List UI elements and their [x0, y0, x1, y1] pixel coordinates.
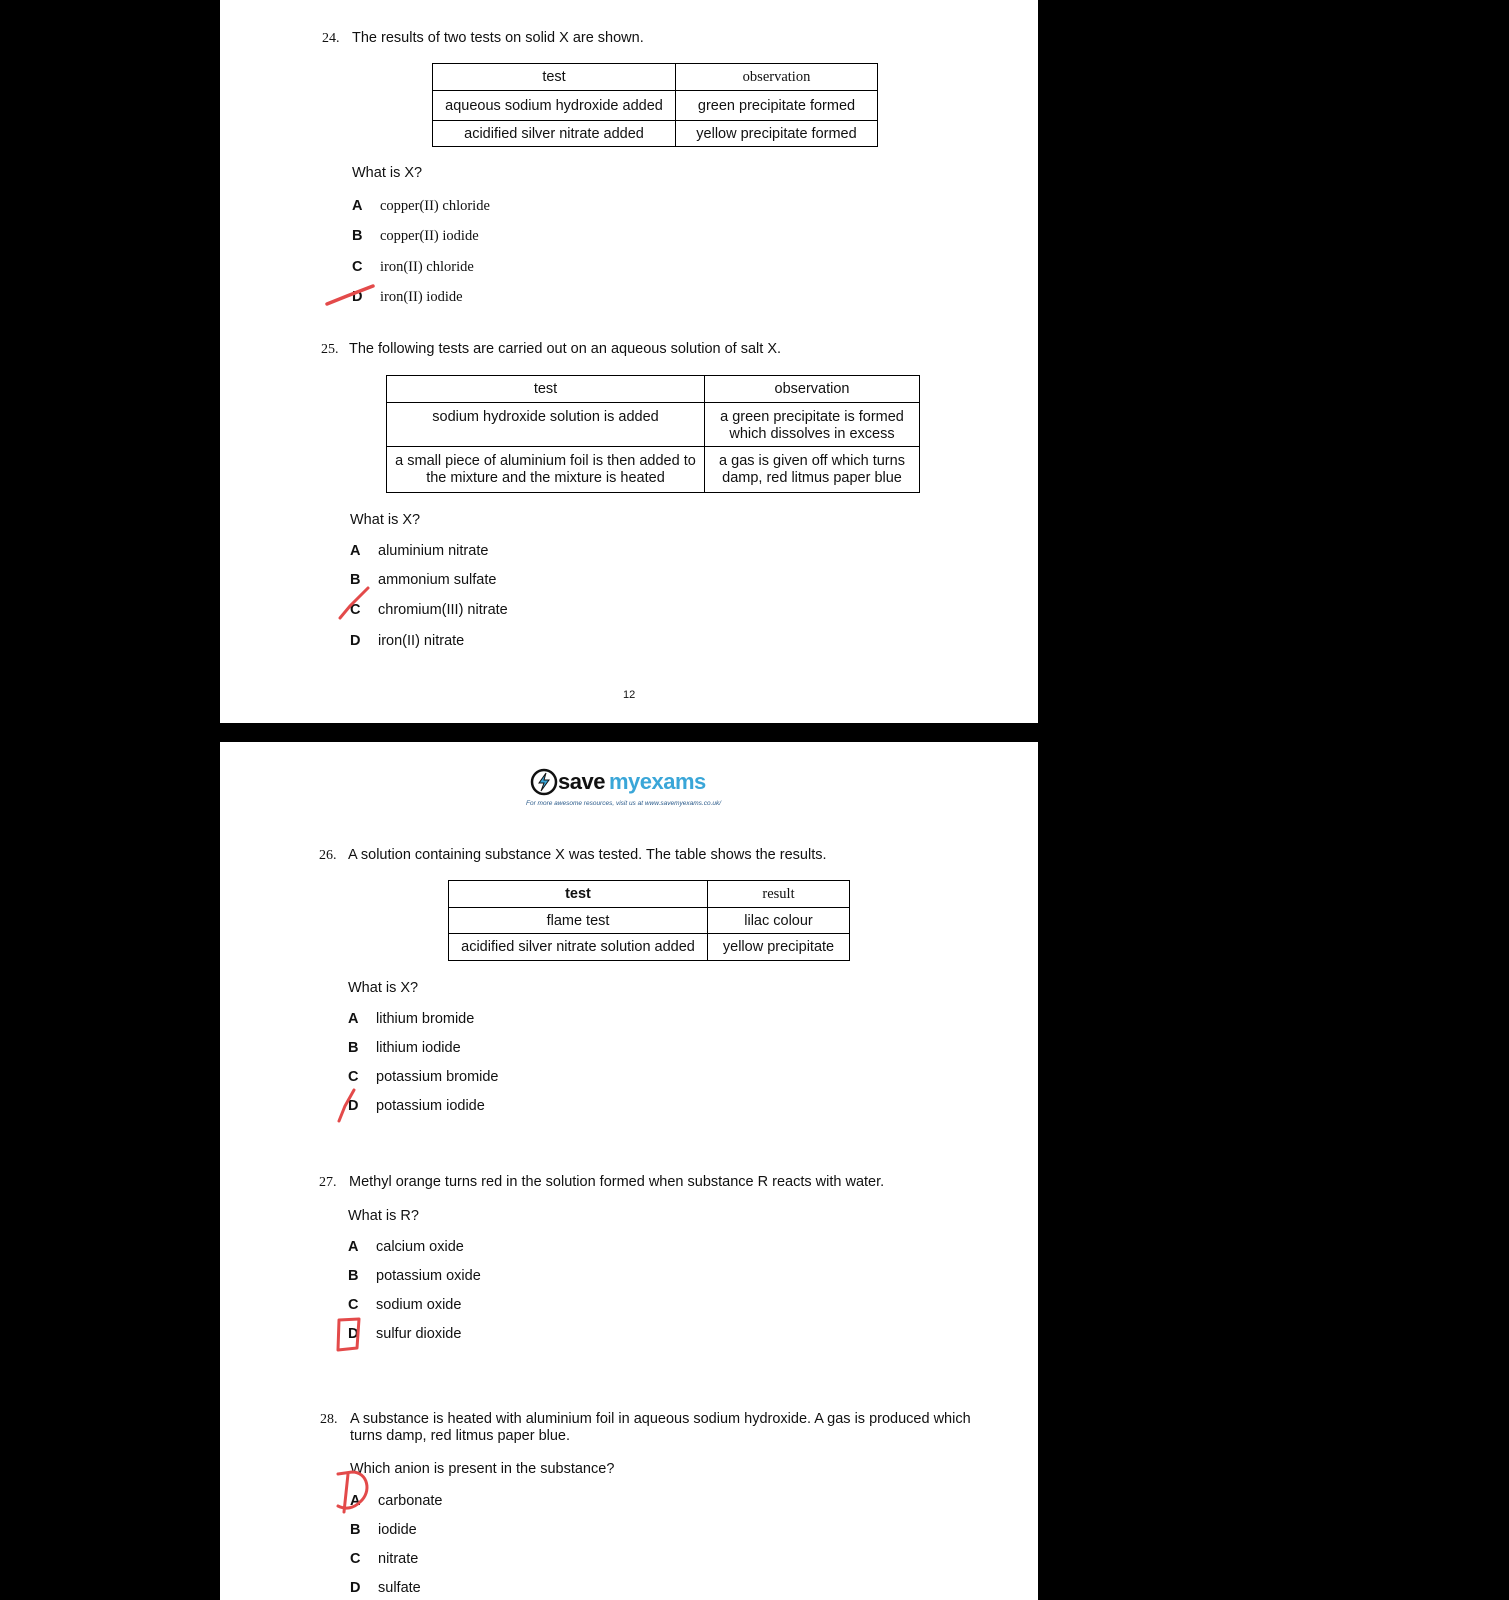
question-24-prompt: What is X?: [352, 165, 423, 181]
option-text: potassium oxide: [376, 1268, 481, 1284]
question-28-prompt: Which anion is present in the substance?: [350, 1461, 615, 1477]
table-header: test: [449, 881, 708, 908]
option-text: sulfate: [378, 1580, 421, 1596]
option-letter: D: [350, 633, 361, 649]
table-header: test: [387, 376, 705, 403]
question-27-number: 27.: [319, 1175, 337, 1190]
table-cell: flame test: [449, 908, 708, 934]
table-cell: sodium hydroxide solution is added: [387, 403, 705, 447]
option-text: potassium bromide: [376, 1069, 499, 1085]
table-cell: a green precipitate is formed which dissolves in excess: [705, 403, 920, 447]
option-text: carbonate: [378, 1493, 443, 1509]
question-25-number: 25.: [321, 342, 339, 357]
option-letter: D: [350, 1580, 361, 1596]
logo-word-save: save: [558, 769, 605, 794]
question-27-text: Methyl orange turns red in the solution formed when substance R reacts with water.: [349, 1174, 885, 1190]
table-cell: aqueous sodium hydroxide added: [433, 91, 676, 121]
table-cell: yellow precipitate: [708, 934, 850, 961]
option-text: potassium iodide: [376, 1098, 485, 1114]
option-letter: A: [350, 1493, 361, 1509]
option-text: aluminium nitrate: [378, 543, 489, 559]
tick-mark-annotation: [336, 1086, 366, 1126]
exam-page-12: [220, 0, 1038, 723]
option-text: calcium oxide: [376, 1239, 464, 1255]
table-cell: acidified silver nitrate added: [433, 121, 676, 147]
table-header: test: [433, 64, 676, 91]
option-text: iron(II) iodide: [380, 289, 463, 305]
option-letter: C: [350, 602, 361, 618]
question-26-table: [448, 880, 850, 961]
option-text: sodium oxide: [376, 1297, 462, 1313]
logo-tagline: For more awesome resources, visit us at www.savemyexams.co.uk/: [526, 800, 722, 807]
table-cell: lilac colour: [708, 908, 850, 934]
option-letter: C: [350, 1551, 361, 1567]
option-text: copper(II) iodide: [380, 228, 479, 244]
table-header: result: [708, 881, 850, 908]
table-header: observation: [676, 64, 878, 91]
option-letter: A: [348, 1239, 359, 1255]
option-text: nitrate: [378, 1551, 419, 1567]
question-24-number: 24.: [322, 31, 340, 46]
question-25-prompt: What is X?: [350, 512, 421, 528]
page-number: 12: [623, 689, 636, 701]
tick-mark-annotation: [336, 584, 376, 624]
question-26-prompt: What is X?: [348, 980, 419, 996]
table-cell: a gas is given off which turns damp, red litmus paper blue: [705, 447, 920, 493]
option-letter: C: [352, 259, 363, 275]
option-text: chromium(III) nitrate: [378, 602, 508, 618]
option-text: lithium iodide: [376, 1040, 461, 1056]
question-28-text-continued: turns damp, red litmus paper blue.: [350, 1428, 571, 1444]
option-letter: A: [352, 198, 363, 214]
logo-word-exams: exams: [639, 769, 706, 794]
question-27-prompt: What is R?: [348, 1208, 419, 1224]
option-letter: B: [350, 1522, 361, 1538]
option-text: lithium bromide: [376, 1011, 475, 1027]
question-25-text: The following tests are carried out on an aqueous solution of salt X.: [349, 341, 782, 357]
question-24-table: [432, 63, 878, 147]
savemyexams-logo: [530, 768, 706, 796]
table-cell: a small piece of aluminium foil is then added to the mixture and the mixture is heated: [387, 447, 705, 493]
question-28-text: A substance is heated with aluminium foil in aqueous sodium hydroxide. A gas is produced which: [350, 1411, 971, 1427]
box-mark-annotation: [335, 1316, 365, 1354]
option-letter: D: [348, 1326, 359, 1342]
logo-word-my: my: [608, 769, 640, 794]
tick-mark-annotation: [325, 278, 385, 308]
option-letter: B: [348, 1040, 359, 1056]
question-25-table: [386, 375, 920, 493]
lightning-bolt-icon: [530, 768, 558, 796]
option-letter: A: [350, 543, 361, 559]
option-letter: D: [348, 1098, 359, 1114]
option-letter: B: [350, 572, 361, 588]
option-letter: C: [348, 1069, 359, 1085]
table-cell: acidified silver nitrate solution added: [449, 934, 708, 961]
option-letter: B: [352, 228, 363, 244]
option-letter: D: [352, 289, 363, 305]
question-28-number: 28.: [320, 1412, 338, 1427]
option-text: copper(II) chloride: [380, 198, 490, 214]
table-header: observation: [705, 376, 920, 403]
option-letter: A: [348, 1011, 359, 1027]
option-text: iron(II) chloride: [380, 259, 474, 275]
question-24-text: The results of two tests on solid X are shown.: [352, 30, 644, 46]
table-cell: green precipitate formed: [676, 91, 878, 121]
question-26-text: A solution containing substance X was tested. The table shows the results.: [348, 847, 827, 863]
option-text: sulfur dioxide: [376, 1326, 462, 1342]
option-text: iodide: [378, 1522, 417, 1538]
question-26-number: 26.: [319, 848, 337, 863]
option-letter: C: [348, 1297, 359, 1313]
d-mark-annotation: [334, 1460, 382, 1518]
option-text: iron(II) nitrate: [378, 633, 465, 649]
exam-page-13: [220, 742, 1038, 1600]
option-letter: B: [348, 1268, 359, 1284]
table-cell: yellow precipitate formed: [676, 121, 878, 147]
option-text: ammonium sulfate: [378, 572, 497, 588]
